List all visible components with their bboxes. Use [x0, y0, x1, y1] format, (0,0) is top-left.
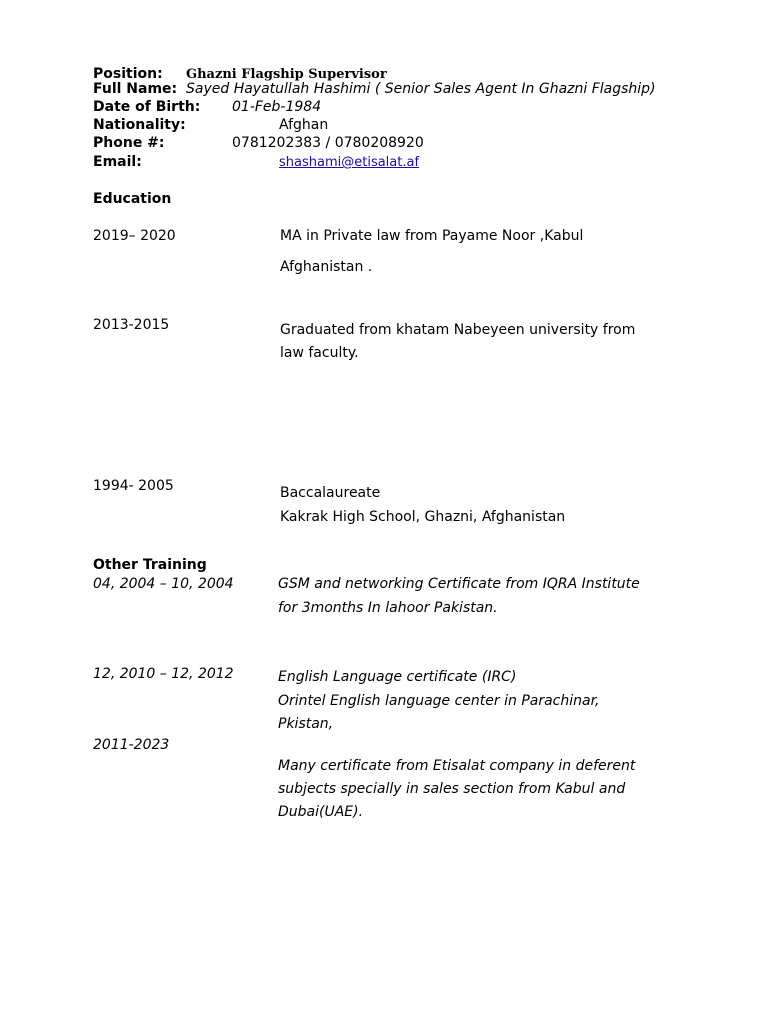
- dob-value: 01-Feb-1984: [232, 99, 322, 115]
- education-heading: Education: [93, 191, 172, 207]
- training-line-3a: Many certificate from Etisalat company in deferent: [278, 758, 636, 774]
- training-line-3b: subjects specially in sales section from Kabul and: [278, 781, 626, 797]
- edu-line-2b: law faculty.: [280, 345, 359, 361]
- edu-line-1b: Afghanistan .: [280, 259, 373, 275]
- email-label: Email:: [93, 154, 142, 170]
- edu-period-1: 2019– 2020: [93, 228, 176, 244]
- training-line-2b: Orintel English language center in Parachinar,: [278, 693, 600, 709]
- nationality-label: Nationality:: [93, 117, 186, 133]
- training-line-1a: GSM and networking Certificate from IQRA Institute: [278, 576, 640, 592]
- email-link[interactable]: shashami@etisalat.af: [279, 155, 420, 170]
- phone-value: 0781202383 / 0780208920: [232, 135, 424, 151]
- edu-line-2a: Graduated from khatam Nabeyeen university from: [280, 322, 636, 338]
- position-label: Position:: [93, 66, 163, 82]
- edu-period-2: 2013-2015: [93, 317, 170, 333]
- edu-line-3a: Baccalaureate: [280, 485, 381, 501]
- dob-label: Date of Birth:: [93, 99, 201, 115]
- phone-label: Phone #:: [93, 135, 165, 151]
- nationality-value: Afghan: [279, 117, 329, 133]
- training-period-3: 2011-2023: [93, 737, 170, 753]
- training-line-3c: Dubai(UAE).: [278, 804, 364, 820]
- training-period-2: 12, 2010 – 12, 2012: [93, 666, 234, 682]
- training-line-2c: Pkistan,: [278, 716, 334, 732]
- training-line-2a: English Language certificate (IRC): [278, 669, 517, 685]
- training-period-1: 04, 2004 – 10, 2004: [93, 576, 234, 592]
- training-heading: Other Training: [93, 557, 207, 573]
- position-value: Ghazni Flagship Supervisor: [186, 67, 387, 82]
- full-name-value: Sayed Hayatullah Hashimi ( Senior Sales Agent In Ghazni Flagship): [186, 81, 656, 97]
- edu-line-1a: MA in Private law from Payame Noor ,Kabul: [280, 228, 584, 244]
- training-line-1b: for 3months In lahoor Pakistan.: [278, 600, 498, 616]
- full-name-label: Full Name:: [93, 81, 178, 97]
- edu-period-3: 1994- 2005: [93, 478, 174, 494]
- edu-line-3b: Kakrak High School, Ghazni, Afghanistan: [280, 509, 566, 525]
